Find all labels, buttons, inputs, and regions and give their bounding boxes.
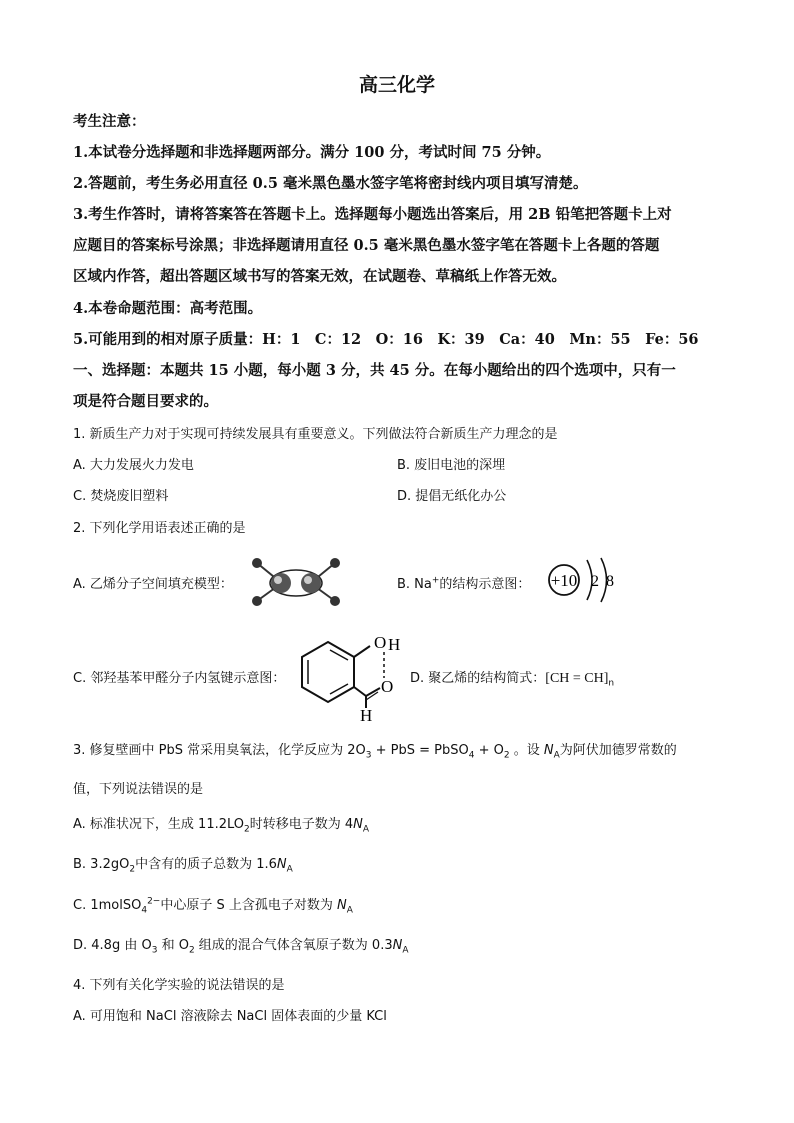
sodium-ion-structure-diagram [543, 552, 623, 608]
q2-option-d: D. 聚乙烯的结构简式：$[CH = CH]_n$ [410, 671, 615, 689]
q3-option-c: C. 1molSO$_4^{2-}$中心原子 S 上含孤电子对数为 $N_A$ [73, 896, 353, 916]
page-title: 高三化学 [358, 74, 435, 96]
mol-h-top: H [388, 635, 401, 654]
q3-option-b: B. $3.2gO_2$中含有的质子总数为 $1.6N_A$ [73, 857, 293, 875]
ion-shell1-label: 2 [591, 573, 599, 590]
q3-stem: 3. 修复壁画中 PbS 常采用臭氧法，化学反应为 $2O_3$ + PbS = PbSO$_4$ + $O_2$ 。设 $N_A$为阿伏加德罗常数的 [73, 743, 677, 761]
notice-item-3-cont2: 区域内作答，超出答题区域书写的答案无效，在试题卷、草稿纸上作答无效。 [73, 268, 566, 285]
q3-stem-cont: 值，下列说法错误的是 [73, 782, 204, 797]
notice-item-5: 5.可能用到的相对原子质量：H：1 C：12 O：16 K：39 Ca：40 Mn：55 Fe：56 [73, 331, 699, 348]
q1-option-d: D. 提倡无纸化办公 [397, 489, 507, 504]
q2-option-c: C. 邻羟基苯甲醛分子内氢键示意图： [73, 671, 286, 686]
ion-shell2-label: 8 [606, 573, 614, 590]
q2-option-b: B. Na+的结构示意图： [397, 575, 531, 592]
q1-option-a: A. 大力发展火力发电 [73, 458, 194, 473]
mol-h-bottom: H [360, 706, 373, 724]
q4-stem: 4. 下列有关化学实验的说法错误的是 [73, 978, 285, 993]
mol-o-top: O [374, 633, 387, 652]
mol-o-bottom: O [381, 677, 394, 696]
ethylene-space-filling-model [243, 551, 349, 613]
notice-item-1: 1.本试卷分选择题和非选择题两部分。满分 100 分，考试时间 75 分钟。 [73, 144, 551, 161]
ion-nucleus-label: +10 [550, 571, 578, 590]
q1-stem: 1. 新质生产力对于实现可持续发展具有重要意义。下列做法符合新质生产力理念的是 [73, 427, 558, 442]
notice-item-4: 4.本卷命题范围：高考范围。 [73, 300, 263, 317]
q1-option-b: B. 废旧电池的深埋 [397, 458, 506, 473]
q4-option-a: A. 可用饱和 NaCl 溶液除去 NaCl 固体表面的少量 KCl [73, 1009, 387, 1024]
notice-item-2: 2.答题前，考生务必用直径 0.5 毫米黑色墨水签字笔将密封线内项目填写清楚。 [73, 175, 588, 192]
q1-option-c: C. 焚烧废旧塑料 [73, 489, 169, 504]
notice-item-3: 3.考生作答时，请将答案答在答题卡上。选择题每小题选出答案后，用 2B 铅笔把答题卡上对 [73, 206, 672, 223]
notice-heading: 考生注意： [73, 113, 146, 130]
section-heading-cont: 项是符合题目要求的。 [73, 393, 218, 410]
notice-item-3-cont1: 应题目的答案标号涂黑；非选择题请用直径 0.5 毫米黑色墨水签字笔在答题卡上各题的答题 [73, 237, 660, 254]
section-heading: 一、选择题：本题共 15 小题，每小题 3 分，共 45 分。在每小题给出的四个选项中，只有一 [73, 362, 676, 379]
q3-option-a: A. 标准状况下，生成 $11.2LO_2$时转移电子数为 $4N_A$ [73, 817, 370, 835]
q2-option-a: A. 乙烯分子空间填充模型： [73, 577, 233, 592]
q2-stem: 2. 下列化学用语表述正确的是 [73, 521, 246, 536]
q3-option-d: D. 4.8g 由 $O_3$ 和 $O_2$ 组成的混合气体含氧原子数为 $0.3N_A$ [73, 938, 409, 956]
salicylaldehyde-hbond-diagram [290, 628, 408, 724]
